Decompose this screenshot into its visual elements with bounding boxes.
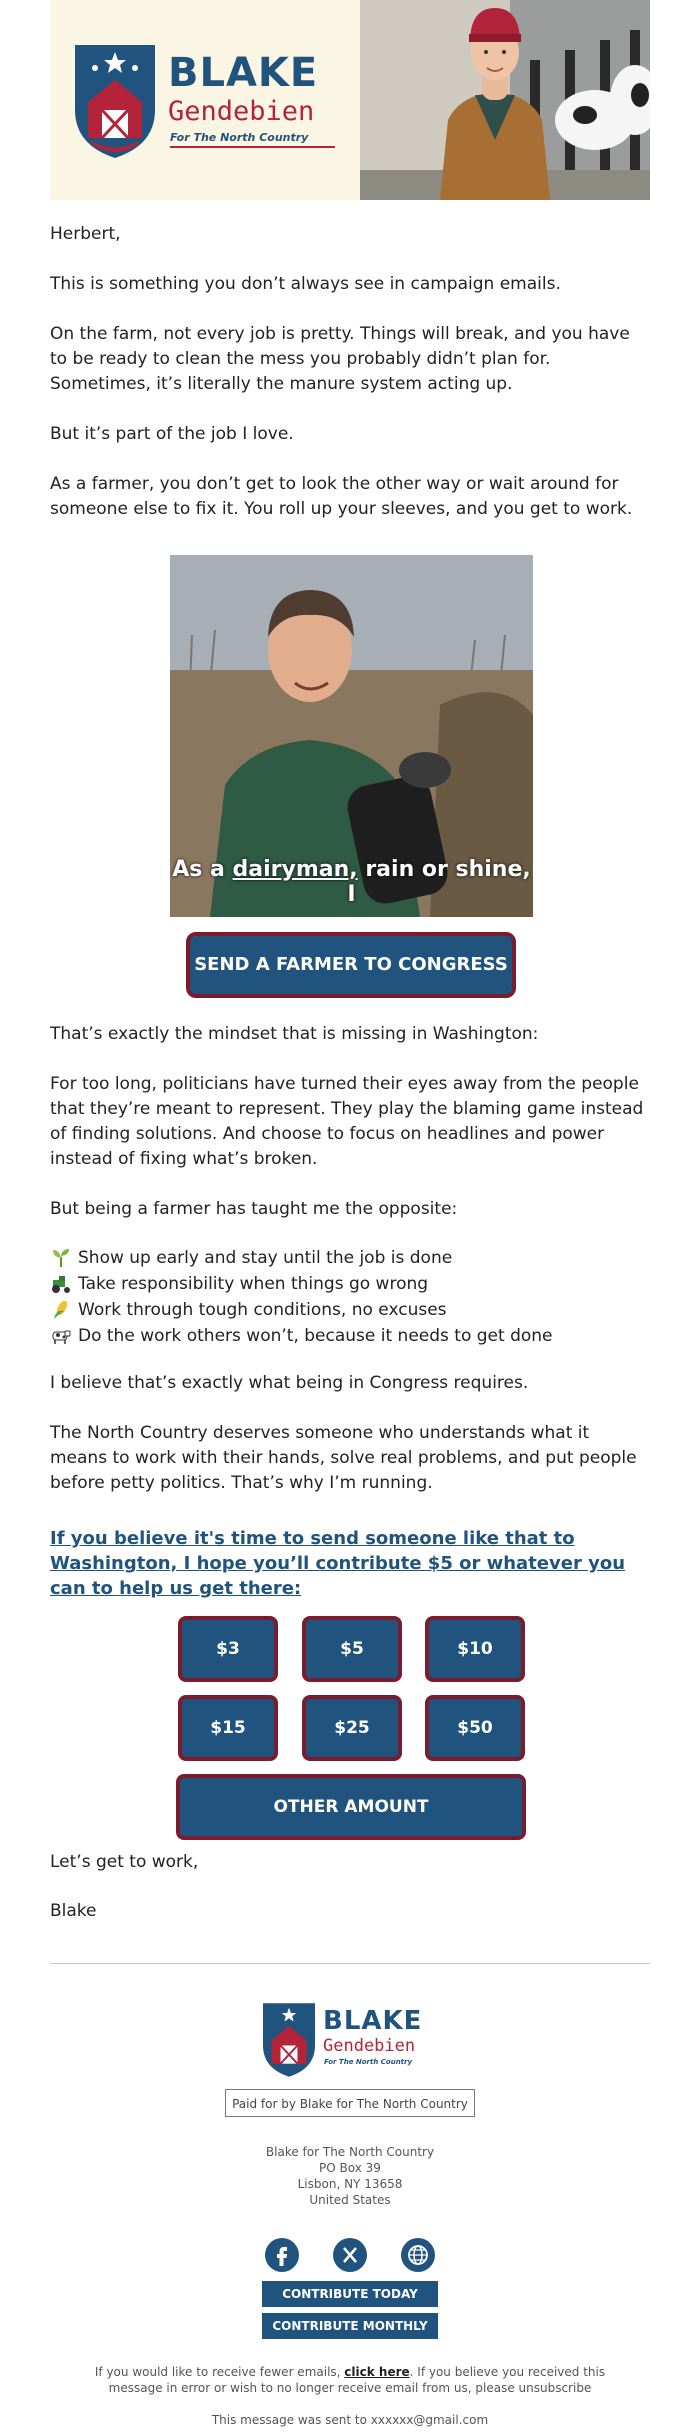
paragraph-2: On the farm, not every job is pretty. Things will break, and you have to be ready to clean the mess you probably didn’t plan for. Sometimes, it’s literally the manure system acting up. [50, 324, 630, 394]
fewer-emails-link[interactable]: click here [344, 2365, 410, 2379]
barn-shield-icon [259, 2000, 319, 2078]
logo-name-top: BLAKE [168, 50, 319, 96]
list-item: Take responsibility when things go wrong [50, 1271, 650, 1297]
sent-to-notice: This message was sent to xxxxxx@gmail.com [211, 2413, 489, 2427]
footer-divider [50, 1963, 650, 1964]
address-line-1: Blake for The North Country [265, 2145, 435, 2159]
paragraph-1: This is something you don’t always see in campaign emails. [50, 274, 561, 294]
list-item: Do the work others won’t, because it needs to get done [50, 1323, 650, 1349]
contribute-today-button[interactable]: CONTRIBUTE TODAY [262, 2281, 438, 2307]
donate-3-button[interactable]: $3 [178, 1616, 278, 1682]
contribute-link[interactable]: If you believe it's time to send someone like that to Washington, I hope you’ll contribute $5 or whatever you can to help us get there: [50, 1528, 626, 1599]
donate-10-button[interactable]: $10 [425, 1616, 525, 1682]
closing-line: Let’s get to work, [50, 1852, 199, 1872]
paragraph-8: I believe that’s exactly what being in Congress requires. [50, 1373, 529, 1393]
cow-icon [50, 1325, 72, 1347]
paragraph-9: The North Country deserves someone who understands what it means to work with their hands, solve real problems, and put people before petty politics. That’s why I’m running. [50, 1423, 637, 1493]
email-container [50, 0, 650, 2436]
paragraph-7: But being a farmer has taught me the opposite: [50, 1199, 458, 1219]
paid-for-disclaimer: Paid for by Blake for The North Country [225, 2089, 475, 2117]
donate-25-button[interactable]: $25 [302, 1695, 402, 1761]
contribute-monthly-button[interactable]: CONTRIBUTE MONTHLY [262, 2313, 438, 2339]
facebook-icon[interactable] [265, 2238, 299, 2272]
address-line-2: PO Box 39 [319, 2161, 381, 2175]
campaign-logo[interactable] [70, 40, 340, 160]
donate-5-button[interactable]: $5 [302, 1616, 402, 1682]
barn-shield-icon [70, 40, 160, 160]
website-globe-icon[interactable] [401, 2238, 435, 2272]
address-line-4: United States [309, 2193, 391, 2207]
footer-logo-name-bottom: Gendebien [323, 2036, 416, 2056]
x-twitter-icon[interactable] [333, 2238, 367, 2272]
corn-icon [50, 1299, 72, 1321]
list-item: Work through tough conditions, no excuses [50, 1297, 650, 1323]
paragraph-4: As a farmer, you don’t get to look the other way or wait around for someone else to fix it. You roll up your sleeves, and you get to work. [50, 474, 633, 519]
seedling-icon [50, 1247, 72, 1269]
other-amount-button[interactable]: OTHER AMOUNT [176, 1774, 526, 1840]
paragraph-5: That’s exactly the mindset that is missing in Washington: [50, 1024, 539, 1044]
footer-logo-name-top: BLAKE [323, 2006, 423, 2036]
greeting: Herbert, [50, 224, 121, 244]
send-farmer-button[interactable]: SEND A FARMER TO CONGRESS [186, 932, 516, 998]
unsubscribe-notice: If you would like to receive fewer emails, click here. If you believe you received this message in error or wish to no longer receive email from us, please unsubscribe [94, 2365, 606, 2395]
paragraph-6: For too long, politicians have turned their eyes away from the people that they’re meant to represent. They play the blaming game instead of finding solutions. And choose to focus on headlines and power instead of fixing what’s broken. [50, 1074, 644, 1169]
donate-15-button[interactable]: $15 [178, 1695, 278, 1761]
candidate-portrait [430, 0, 560, 200]
donate-50-button[interactable]: $50 [425, 1695, 525, 1761]
video-thumbnail[interactable] [170, 555, 533, 917]
footer-logo[interactable] [259, 2000, 444, 2080]
logo-tagline: For The North Country [170, 131, 309, 144]
list-item: Show up early and stay until the job is done [50, 1245, 650, 1271]
paragraph-3: But it’s part of the job I love. [50, 424, 294, 444]
video-caption: As a dairyman, rain or shine, I [172, 857, 531, 907]
footer-logo-tagline: For The North Country [324, 2058, 413, 2066]
logo-underline [170, 146, 335, 148]
logo-name-bottom: Gendebien [168, 96, 315, 127]
header-banner [50, 0, 650, 200]
address-line-3: Lisbon, NY 13658 [297, 2177, 403, 2191]
tractor-icon [50, 1273, 72, 1295]
signature: Blake [50, 1901, 97, 1921]
values-list [50, 1245, 650, 1349]
